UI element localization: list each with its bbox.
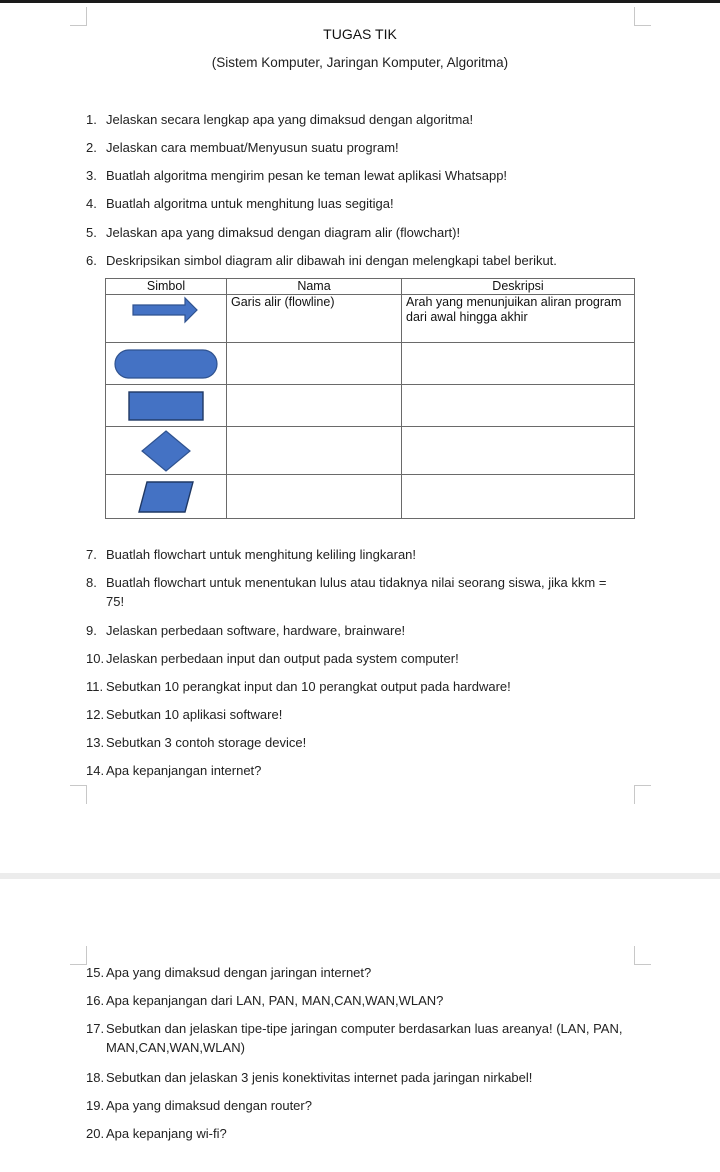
question-number: 16. [86,993,105,1008]
question-text: Sebutkan dan jelaskan tipe-tipe jaringan computer berdasarkan luas areanya! (LAN, PAN, MAN,CAN,WAN,WLAN) [106,1021,623,1055]
table-row [106,385,635,427]
question-text: Jelaskan perbedaan software, hardware, brainware! [106,623,406,638]
question-text: Buatlah algoritma untuk menghitung luas segitiga! [106,196,394,211]
question-text: Jelaskan perbedaan input dan output pada system computer! [106,651,459,666]
question-13 [86,733,646,752]
question-number: 6. [86,253,97,268]
question-number: 4. [86,196,97,211]
flowchart-symbol-table [105,278,635,519]
symbol-cell [106,427,227,475]
question-number: 11. [86,679,104,694]
question-number: 8. [86,575,97,590]
table-header-row [106,279,635,295]
question-17 [86,1019,636,1057]
question-number: 12. [86,707,105,722]
question-11 [86,677,646,696]
question-number: 17. [86,1021,105,1036]
document-subtitle: (Sistem Komputer, Jaringan Komputer, Algoritma) [211,55,509,70]
margin-corner-top-left [70,7,87,26]
name-cell [227,475,402,519]
question-text: Apa kepanjangan dari LAN, PAN, MAN,CAN,WAN,WLAN? [106,993,444,1008]
question-number: 10. [86,651,105,666]
description-cell: Arah yang menunjuikan aliran program dari awal hingga akhir [402,295,635,343]
question-text: Deskripsikan simbol diagram alir dibawah ini dengan melengkapi tabel berikut. [106,253,557,268]
name-cell [227,385,402,427]
name-cell [227,427,402,475]
question-text: Sebutkan dan jelaskan 3 jenis konektivitas internet pada jaringan nirkabel! [106,1070,533,1085]
header-deskripsi: Deskripsi [402,279,635,295]
input-output-icon [138,481,194,513]
name-cell [227,343,402,385]
question-number: 3. [86,168,97,183]
question-text: Apa kepanjang wi-fi? [106,1126,227,1141]
symbol-cell [106,385,227,427]
question-text: Jelaskan apa yang dimaksud dengan diagram alir (flowchart)! [106,225,461,240]
question-number: 20. [86,1126,105,1141]
question-20 [86,1124,646,1143]
question-16 [86,991,646,1010]
question-15 [86,963,646,982]
question-5 [86,223,646,242]
question-number: 13. [86,735,105,750]
question-text: Sebutkan 10 perangkat input dan 10 perangkat output pada hardware! [106,679,511,694]
arrow-icon [131,295,201,325]
description-cell [402,427,635,475]
table-row [106,427,635,475]
question-text: Apa yang dimaksud dengan router? [106,1098,312,1113]
question-6 [86,251,646,270]
terminator-icon [114,349,218,379]
question-text: Jelaskan cara membuat/Menyusun suatu program! [106,140,399,155]
question-number: 5. [86,225,97,240]
table-row [106,295,635,343]
description-cell [402,475,635,519]
question-12 [86,705,646,724]
name-cell: Garis alir (flowline) [227,295,402,343]
question-number: 2. [86,140,97,155]
symbol-cell [106,475,227,519]
question-9 [86,621,646,640]
table-row [106,475,635,519]
description-cell [402,385,635,427]
symbol-cell [106,343,227,385]
margin-corner-bottom-right [634,785,651,804]
question-4 [86,194,646,213]
question-text: Sebutkan 3 contoh storage device! [106,735,307,750]
question-number: 18. [86,1070,105,1085]
question-2 [86,138,646,157]
description-cell [402,343,635,385]
question-14 [86,761,646,780]
question-text: Sebutkan 10 aplikasi software! [106,707,283,722]
margin-corner-top-left [70,946,87,965]
question-19 [86,1096,646,1115]
margin-corner-top-right [634,7,651,26]
table-row [106,343,635,385]
decision-icon [140,429,192,473]
document-title: TUGAS TIK [323,26,397,42]
header-simbol: Simbol [106,279,227,295]
header-nama: Nama [227,279,402,295]
process-icon [128,391,204,421]
question-text: Jelaskan secara lengkap apa yang dimaksud dengan algoritma! [106,112,474,127]
question-8 [86,573,616,611]
question-1 [86,110,646,129]
question-text: Buatlah algoritma mengirim pesan ke teman lewat aplikasi Whatsapp! [106,168,508,183]
question-text: Buatlah flowchart untuk menghitung keliling lingkaran! [106,547,417,562]
question-number: 7. [86,547,97,562]
question-7 [86,545,646,564]
question-number: 1. [86,112,97,127]
margin-corner-bottom-left [70,785,87,804]
question-number: 14. [86,763,105,778]
question-3 [86,166,646,185]
question-number: 15. [86,965,105,980]
question-text: Apa kepanjangan internet? [106,763,262,778]
symbol-cell [106,295,227,343]
question-number: 19. [86,1098,105,1113]
question-number: 9. [86,623,97,638]
question-text: Buatlah flowchart untuk menentukan lulus atau tidaknya nilai seorang siswa, jika kkm = 75! [106,575,607,609]
question-18 [86,1068,646,1087]
question-10 [86,649,646,668]
question-text: Apa yang dimaksud dengan jaringan internet? [106,965,372,980]
